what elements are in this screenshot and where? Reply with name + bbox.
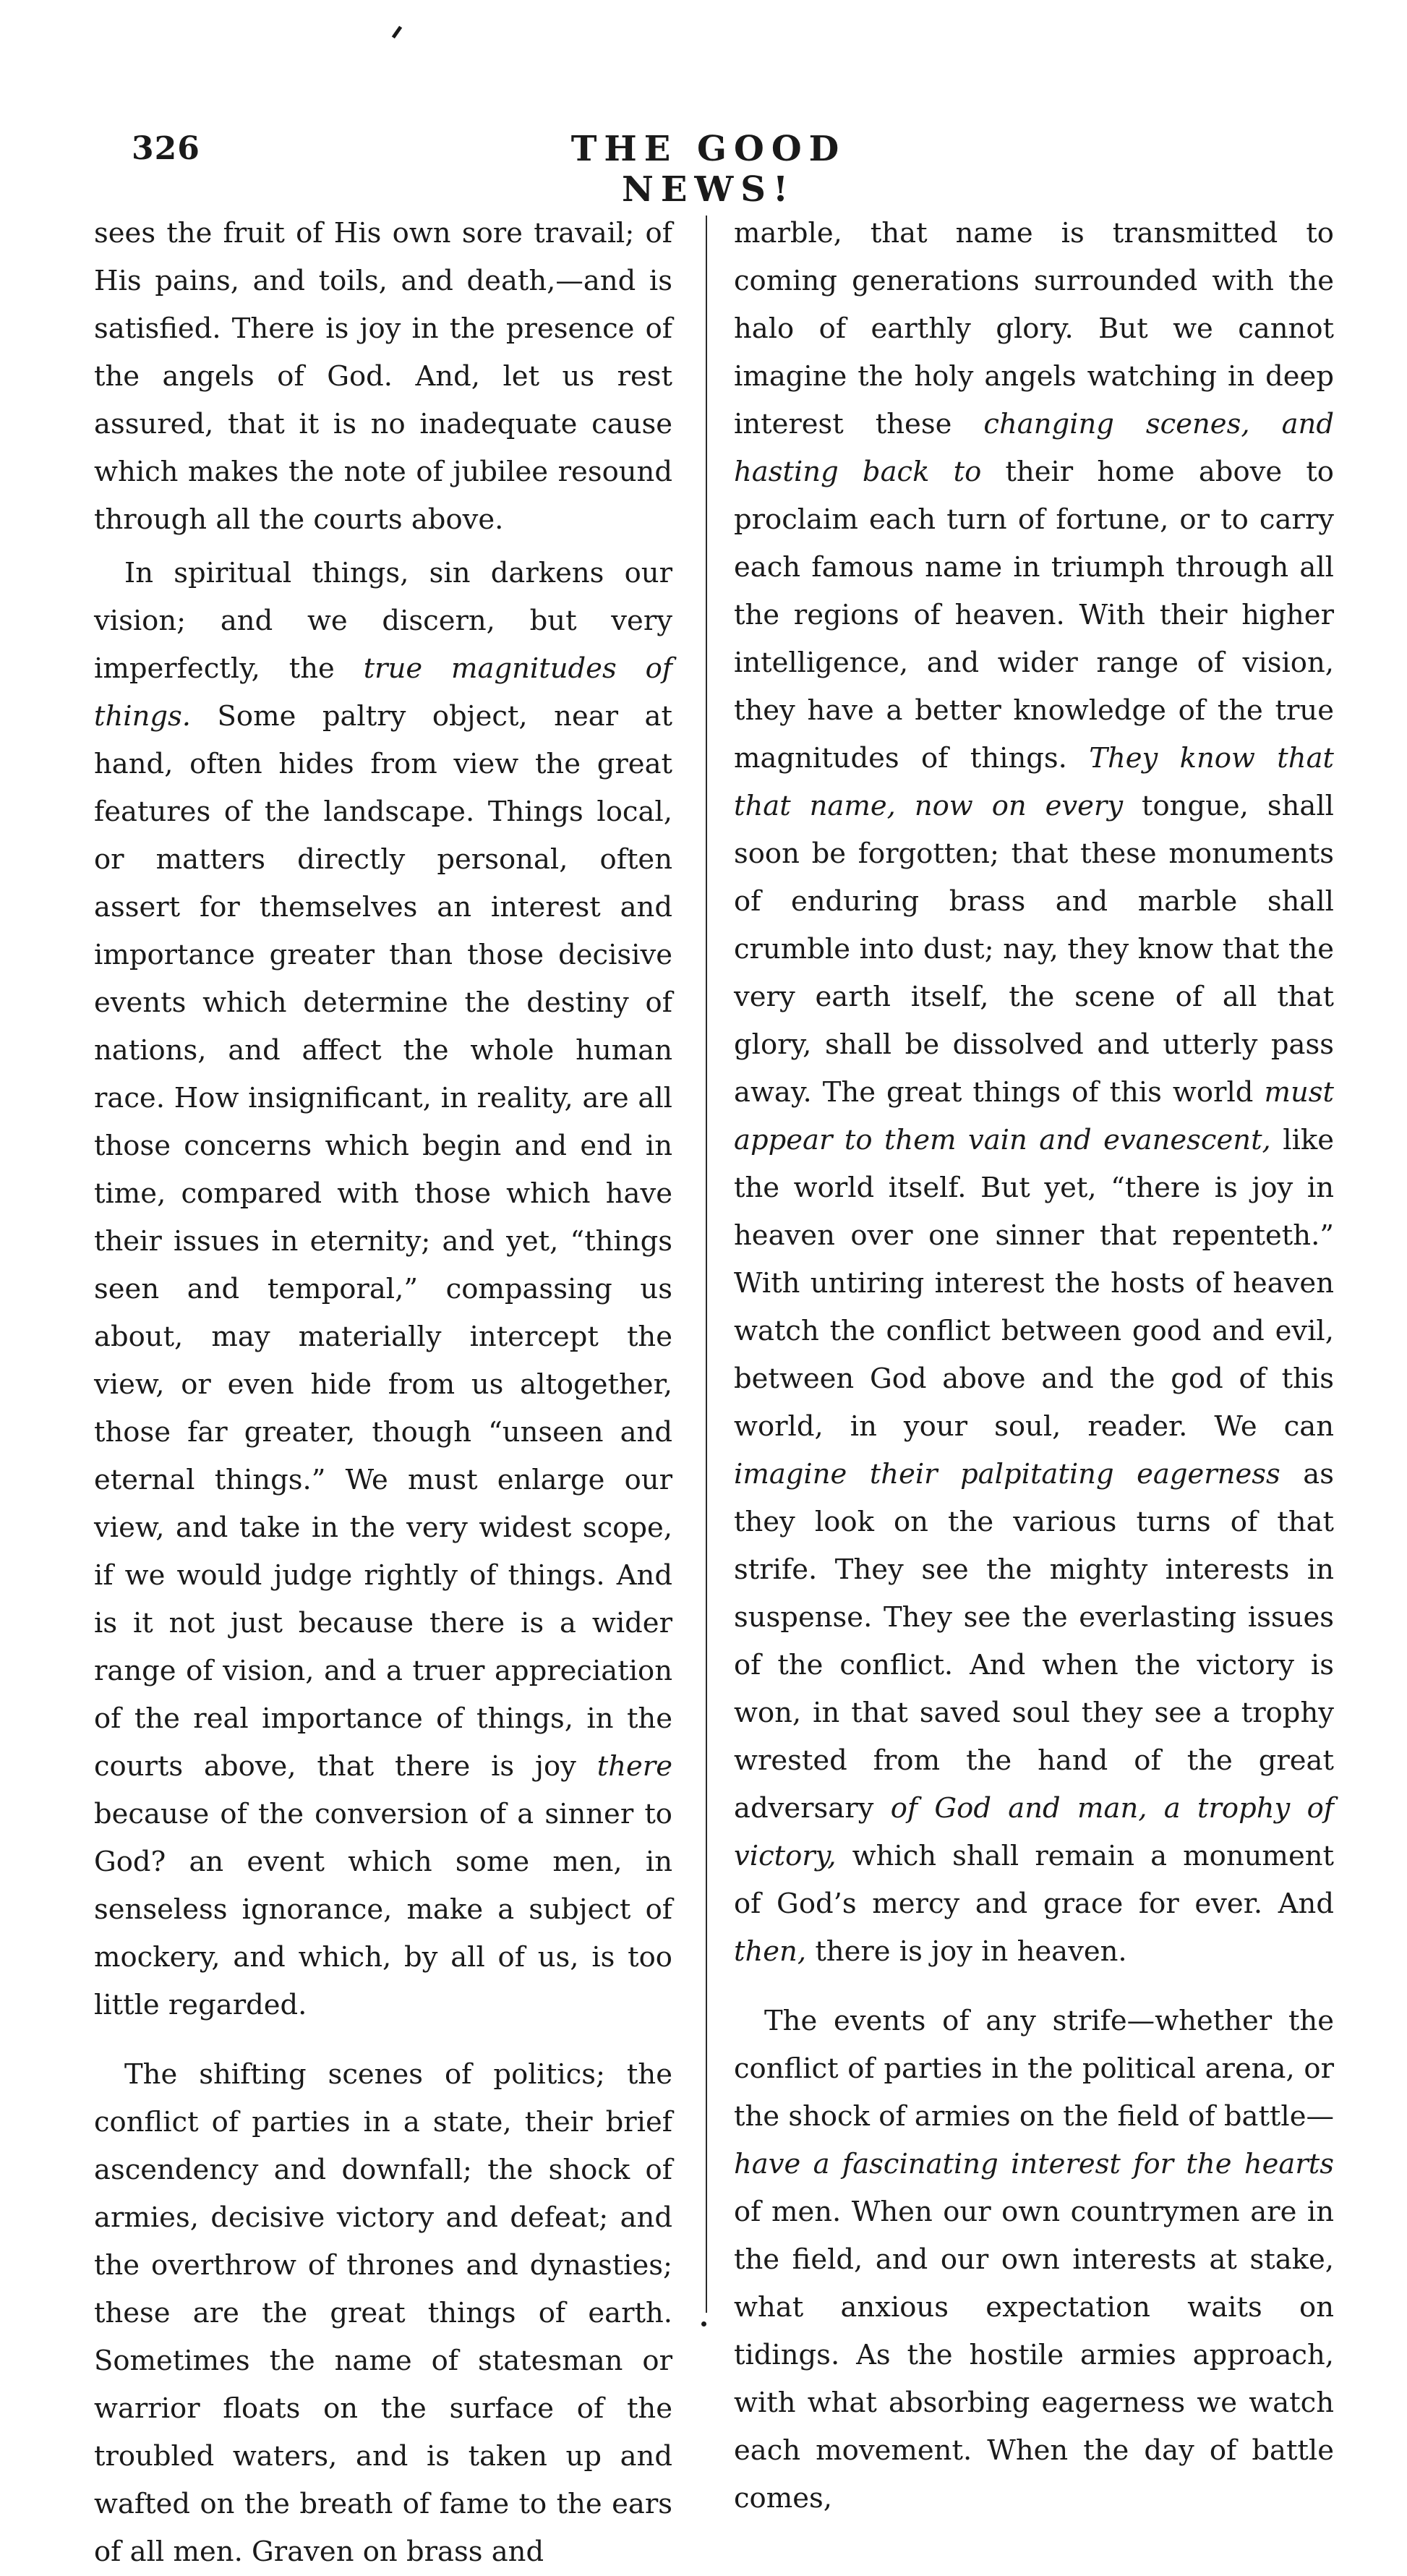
left-column xyxy=(94,210,672,2576)
paragraph xyxy=(94,550,672,2029)
ink-dot xyxy=(701,2321,706,2326)
italic-text: imagine their palpitating eagerness xyxy=(734,1458,1280,1490)
running-title: THE GOOD NEWS! xyxy=(570,129,847,210)
italic-text: changing scenes, and hasting back to xyxy=(734,408,1334,488)
text-run: which shall remain a monument of God’s mercy and grace for ever. And xyxy=(734,1840,1334,1920)
text-run: marble, that name is transmitted to coming generations surrounded with the halo of earthly glory. But we cannot imagine the holy angels watching in deep interest these xyxy=(734,217,1334,440)
text-run: their home above to proclaim each turn of fortune, or to carry each famous name in triumph through all the regions of heaven. With their higher intelligence, and wider range of vision, they have a better knowledge of the true magnitudes of things. xyxy=(734,456,1334,775)
italic-text: then, xyxy=(734,1935,807,1968)
text-run: Some paltry object, near at hand, often hides from view the great features of the landscape. Things local, or matters directly personal, often assert for themselves an interest and importance greater than those decisive events which determine the destiny of nations, and affect the whole human race. How insignificant, in reality, are all those concerns which begin and end in time, compared with those which have their issues in eternity; and yet, “things seen and temporal,” compassing us about, may materially intercept the view, or even hide from us altogether, those far greater, though “unseen and eternal things.” We must enlarge our view, and take in the very widest scope, if we would judge rightly of things. And is it not just because there is a wider range of vision, and a truer appreciation of the real importance of things, in the courts above, that there is joy xyxy=(94,700,672,1783)
italic-text: have a fascinating interest for the hearts xyxy=(734,2148,1334,2180)
column-divider xyxy=(706,216,707,2313)
text-run: there is joy in heaven. xyxy=(806,1935,1127,1968)
text-run: as they look on the various turns of that strife. They see the mighty interests in suspense. They see the everlasting issues of the conflict. And when the victory is won, in that saved soul they see a trophy wrested from the hand of the great adversary xyxy=(734,1458,1334,1825)
italic-text: true magnitudes of things. xyxy=(94,652,672,733)
right-column xyxy=(734,210,1334,2522)
text-run: tongue, shall soon be forgotten; that these monuments of enduring brass and marble shall crumble into dust; nay, they know that the very earth itself, the scene of all that glory, shall be dissolved and utterly pass away. The great things of this world xyxy=(734,790,1334,1109)
text-run: because of the conversion of a sinner to God? an event which some men, in senseless ignorance, make a subject of mockery, and which, by all of us, is too little regarded. xyxy=(94,1798,672,2021)
italic-text: They know that that name, now on every xyxy=(734,742,1334,822)
text-run: In spiritual things, sin darkens our vision; and we discern, but very imperfectly, the xyxy=(94,557,672,685)
ink-mark xyxy=(392,26,402,39)
paragraph xyxy=(734,210,1334,1976)
paragraph: The shifting scenes of politics; the conflict of parties in a state, their brief ascendency and downfall; the shock of armies, decisive victory and defeat; and the overthrow of thrones and dynasties; these are the great things of earth. Sometimes the name of statesman or warrior floats on the surface of the troubled waters, and is taken up and wafted on the breath of fame to the ears of all men. Graven on brass and xyxy=(94,2058,672,2568)
italic-text: of God and man, a trophy of victory, xyxy=(734,1792,1335,1872)
text-run: of men. When our own countrymen are in the field, and our own interests at stake, what anxious expectation waits on tidings. As the hostile armies approach, with what absorbing eagerness we watch each movement. When the day of battle comes, xyxy=(734,2196,1334,2515)
italic-text: must appear to them vain and evanescent, xyxy=(734,1076,1334,1156)
italic-text: there xyxy=(596,1750,672,1783)
paragraph: sees the fruit of His own sore travail; of His pains, and toils, and death,—and is satisfied. There is joy in the presence of the angels of God. And, let us rest assured, that it is no inadequate cause which makes the note of jubilee resound through all the courts above. xyxy=(94,217,672,536)
text-run: like the world itself. But yet, “there is joy in heaven over one sinner that repenteth.” With untiring interest the hosts of heaven watch the conflict between good and evil, between God above and the god of this world, in your soul, reader. We can xyxy=(734,1124,1334,1443)
page-number: 326 xyxy=(132,130,200,167)
paragraph xyxy=(734,1997,1334,2522)
text-run: The events of any strife—whether the conflict of parties in the political arena, or the shock of armies on the field of battle— xyxy=(734,2005,1334,2133)
